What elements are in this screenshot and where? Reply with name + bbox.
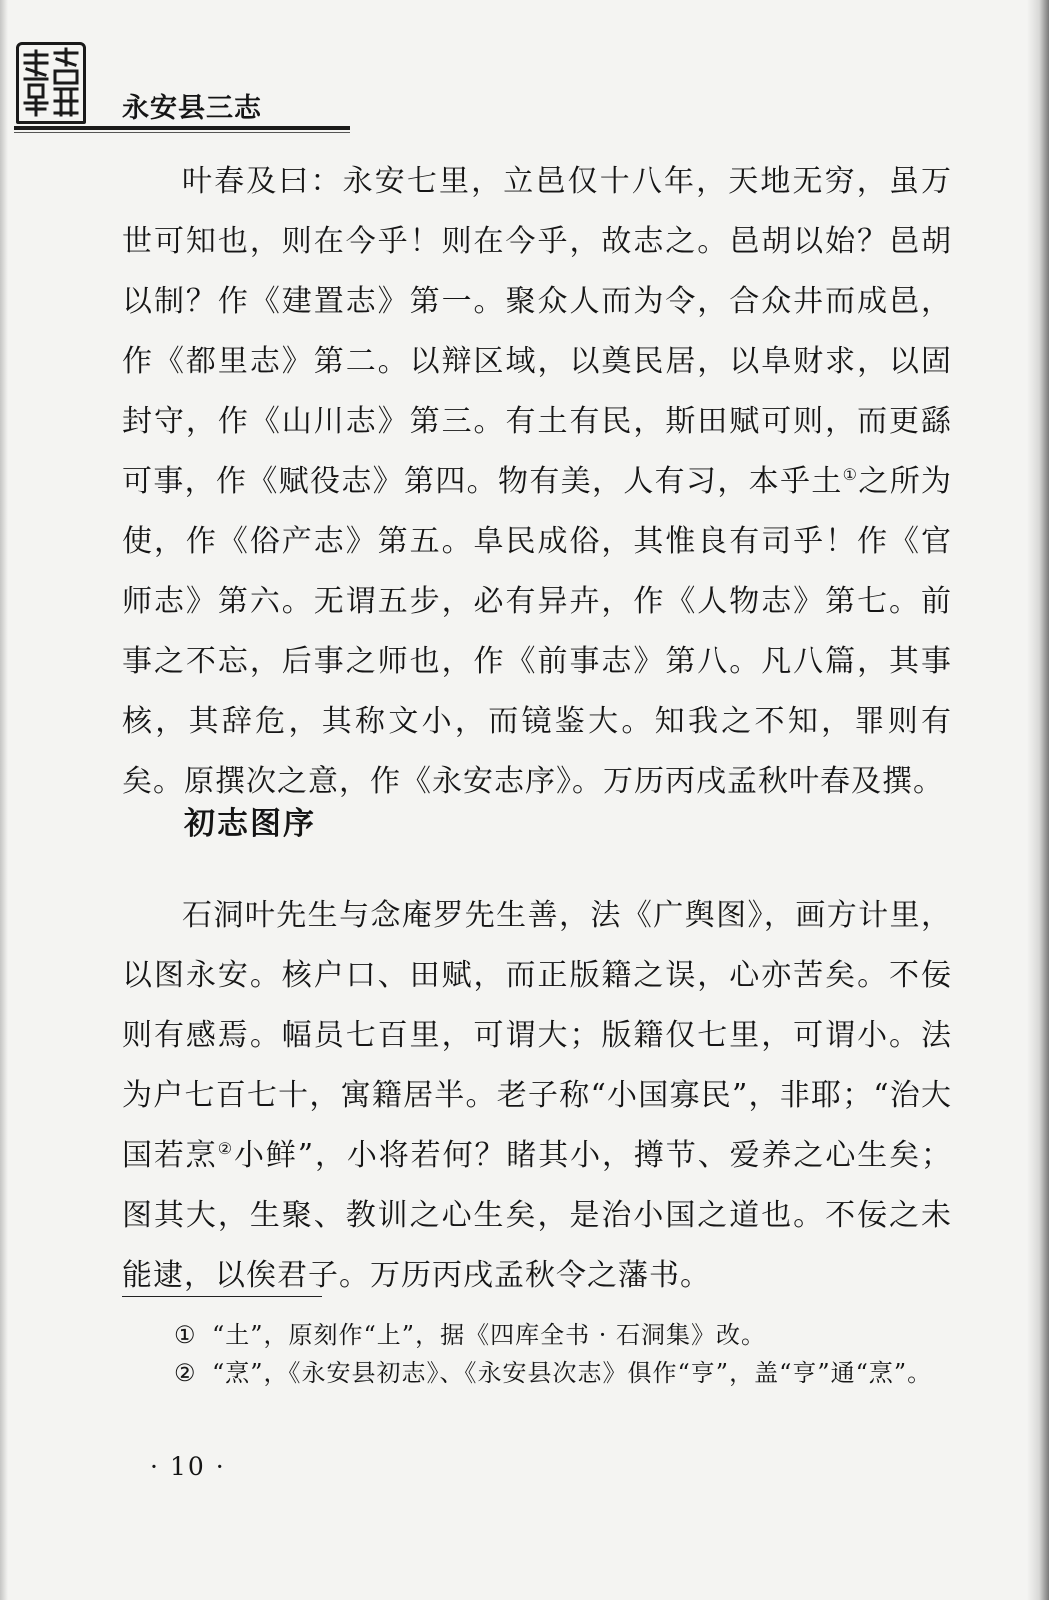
- running-header-title: 永安县三志: [122, 93, 262, 124]
- paragraph-text: 叶春及曰：永安七里，立邑仅十八年，天地无穷，虽万世可知也，则在今乎！则在今乎，故志之。邑胡以始？邑胡以制？作《建置志》第一。聚众人而为令，合众井而成邑，作《都里志》第二。以辩区域，以奠民居，以阜财求，以固封守，作《山川志》第三。有土有民，斯田赋可则，而更繇可事，作《赋役志》第四。物有美，人有习，本乎土: [122, 164, 952, 499]
- scan-edge-right: [1027, 0, 1049, 1600]
- page-number-dot: ·: [150, 1452, 160, 1481]
- body-paragraph: [122, 152, 952, 812]
- page-number: [140, 1452, 236, 1481]
- page-number-dot: ·: [215, 1452, 226, 1481]
- footnote-mark: ②: [174, 1359, 197, 1387]
- paragraph-text: 小鲜”，小将若何？睹其小，撙节、爱养之心生矣；图其大，生聚、教训之心生矣，是治小国之道也。不佞之未能逮，以俟君子。万历丙戌孟秋令之藩书。: [122, 1138, 953, 1293]
- footnote: [122, 1354, 942, 1392]
- body-paragraph: [122, 886, 952, 1306]
- footnote-text: “烹”，《永安县初志》、《永安县次志》俱作“亨”，盖“亨”通“烹”。: [212, 1359, 933, 1387]
- paragraph-text: 石洞叶先生与念庵罗先生善，法《广舆图》，画方计里，以图永安。核户口、田赋，而正版籍之误，心亦苦矣。不佞则有感焉。幅员七百里，可谓大；版籍仅七里，可谓小。法为户七百七十，寓籍居半。老子称“小国寡民”，非耶；“治大国若烹: [122, 898, 952, 1173]
- seal-logo-icon: [16, 42, 86, 124]
- header-rule: [14, 126, 350, 130]
- section-heading: 初志图序: [184, 806, 316, 842]
- footnote-text: “土”，原刻作“上”，据《四库全书 · 石洞集》改。: [212, 1321, 766, 1349]
- footnote-ref[interactable]: ①: [842, 465, 859, 484]
- footnote: [122, 1316, 942, 1354]
- scan-edge-left: [0, 0, 8, 1600]
- header-rule-thin: [14, 132, 350, 133]
- paragraph-text: 之所为使，作《俗产志》第五。阜民成俗，其惟良有司乎！作《官师志》第六。无谓五步，必有异卉，作《人物志》第七。前事之不忘，后事之师也，作《前事志》第八。凡八篇，其事核，其辞危，其称文小，而镜鉴大。知我之不知，罪则有矣。原撰次之意，作《永安志序》。万历丙戌孟秋叶春及撰。: [122, 464, 953, 799]
- footnote-ref[interactable]: ②: [217, 1139, 234, 1158]
- footnote-mark: ①: [174, 1321, 197, 1349]
- footnote-rule: [122, 1296, 322, 1297]
- page-number-value: 10: [169, 1452, 206, 1481]
